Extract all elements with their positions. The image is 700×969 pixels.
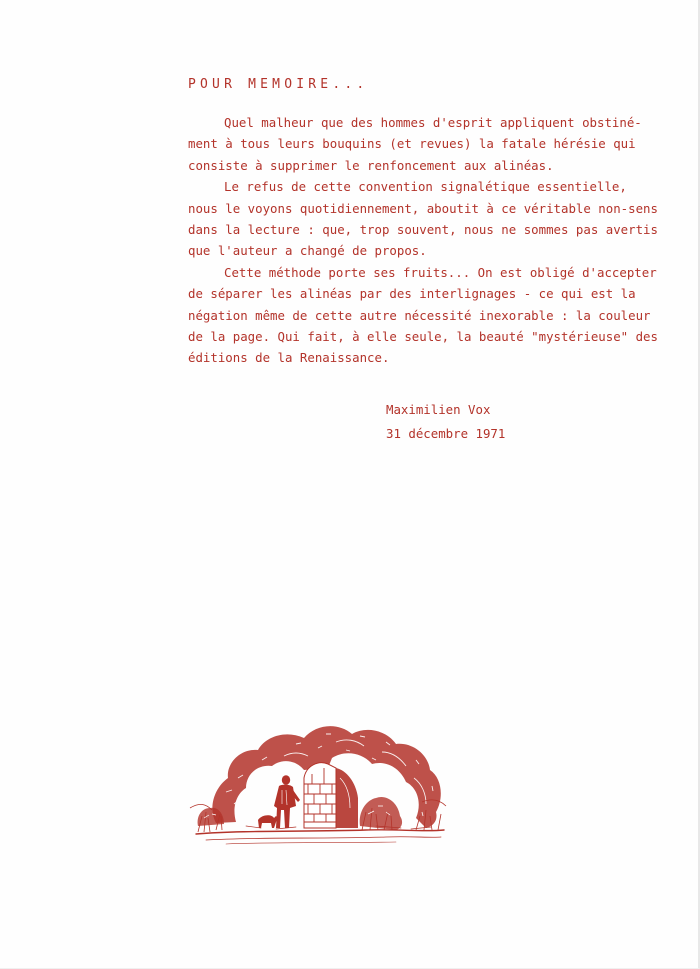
text-line: Cette méthode porte ses fruits... On est obligé d'accepter	[224, 264, 657, 280]
signature-date: 31 décembre 1971	[386, 426, 506, 441]
paragraph-3	[188, 262, 658, 369]
document-heading: POUR MEMOIRE...	[188, 77, 369, 92]
text-line: éditions de la Renaissance.	[188, 350, 390, 366]
text-line: de séparer les alinéas par des interlignages - ce qui est la	[188, 286, 636, 302]
paragraph-2	[188, 176, 658, 262]
text-line: négation même de cette autre nécessité inexorable : la couleur	[188, 307, 651, 323]
text-line: ment à tous leurs bouquins (et revues) la fatale hérésie qui	[188, 136, 636, 152]
signature-author: Maximilien Vox	[386, 402, 491, 417]
engraved-vignette-icon	[186, 708, 450, 848]
text-line: nous le voyons quotidiennement, aboutit à ce véritable non-sens	[188, 200, 658, 216]
text-line: que l'auteur a changé de propos.	[188, 243, 427, 259]
signature-block	[386, 398, 505, 446]
paragraph-1	[188, 112, 648, 176]
text-line: de la page. Qui fait, à elle seule, la beauté "mystérieuse" des	[188, 329, 658, 345]
text-line: consiste à supprimer le renfoncement aux alinéas.	[188, 157, 554, 173]
text-line: dans la lecture : que, trop souvent, nous ne sommes pas avertis	[188, 222, 658, 238]
text-line: Le refus de cette convention signalétique essentielle,	[224, 179, 627, 195]
document-body	[188, 112, 658, 369]
text-line: Quel malheur que des hommes d'esprit appliquent obstiné-	[224, 115, 642, 130]
